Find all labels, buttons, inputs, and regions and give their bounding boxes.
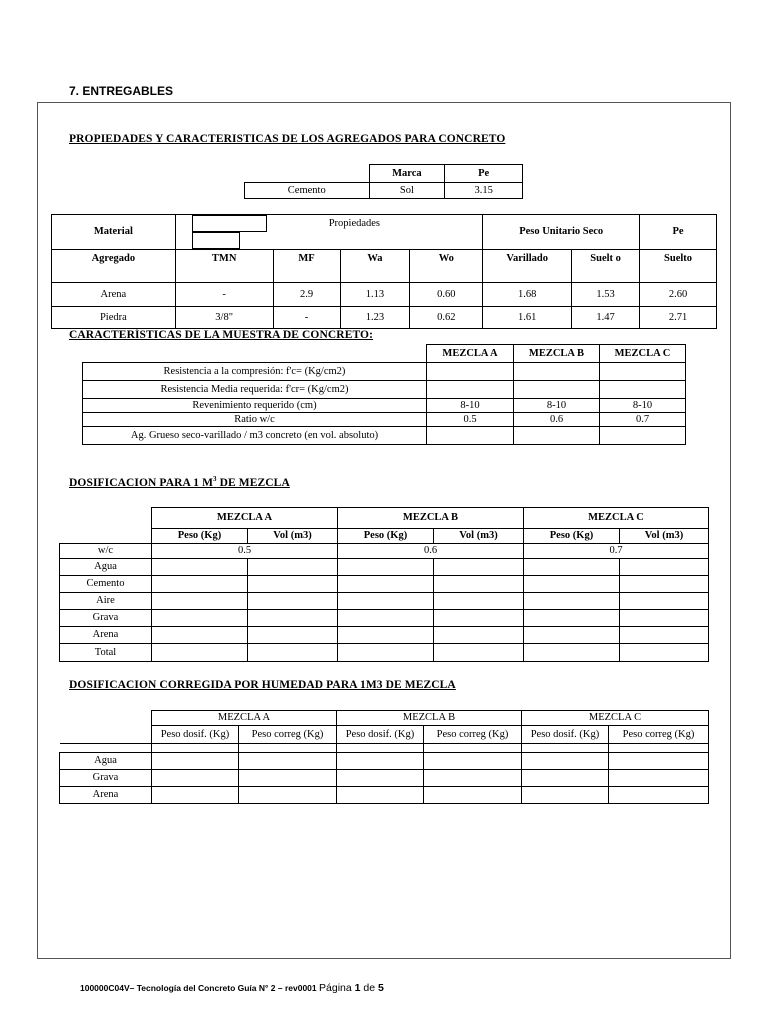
corrected-table	[59, 710, 709, 804]
wc-label: w/c	[60, 544, 152, 559]
mix-a-header: MEZCLA A	[152, 508, 338, 529]
row-label: Ratio w/c	[83, 413, 427, 427]
row-label: Grava	[60, 610, 152, 627]
row-label: Arena	[60, 627, 152, 644]
subheader-varillado: Varillado	[483, 250, 572, 283]
subheader-suelto: Suelt o	[572, 250, 640, 283]
row-label: Cemento	[60, 576, 152, 593]
header-peso-unitario: Peso Unitario Seco	[483, 215, 640, 250]
row-label: Resistencia a la compresión: f'c= (Kg/cm2)	[83, 363, 427, 381]
header-marca: Marca	[369, 165, 445, 183]
dosing-table	[59, 507, 709, 662]
cell	[427, 363, 514, 381]
cell	[514, 363, 600, 381]
sub-header: Peso dosif. (Kg)	[152, 726, 239, 744]
subheader-agregado: Agregado	[52, 250, 176, 283]
cell: 0.5	[427, 413, 514, 427]
dosing-title-post: DE MEZCLA	[216, 476, 290, 489]
sub-header: Peso correg (Kg)	[239, 726, 337, 744]
header-pe: Pe	[445, 165, 523, 183]
current-page: 1	[354, 982, 361, 994]
sub-header: Peso dosif. (Kg)	[522, 726, 609, 744]
section-heading: 7. ENTREGABLES	[69, 84, 174, 98]
cell: 2.60	[640, 283, 717, 307]
cement-brand: Sol	[369, 183, 445, 199]
header-pe-2: Pe	[640, 215, 717, 250]
pagina-label: Página	[319, 982, 352, 994]
sub-header: Peso dosif. (Kg)	[337, 726, 424, 744]
cell	[600, 427, 686, 445]
dosing-title	[69, 475, 290, 489]
cell: 0.6	[514, 413, 600, 427]
sub-header: Peso (Kg)	[524, 529, 620, 544]
mix-b-header: MEZCLA B	[514, 345, 600, 363]
header-propiedades-cell	[175, 215, 483, 250]
cell: 0.60	[410, 283, 483, 307]
mix-a-header: MEZCLA A	[427, 345, 514, 363]
subheader-wo: Wo	[410, 250, 483, 283]
mix-a-header: MEZCLA A	[152, 711, 337, 726]
de-label: de	[363, 982, 376, 994]
header-propiedades: Propiedades	[328, 217, 381, 229]
cell: 1.47	[572, 307, 640, 329]
row-label: Grava	[60, 770, 152, 787]
mix-c-header: MEZCLA C	[522, 711, 709, 726]
sub-header: Vol (m3)	[434, 529, 524, 544]
mix-b-header: MEZCLA B	[338, 508, 524, 529]
cell	[600, 363, 686, 381]
row-label: Arena	[60, 787, 152, 804]
subheader-tmn: TMN	[175, 250, 273, 283]
header-material: Material	[52, 215, 176, 250]
sub-header: Vol (m3)	[248, 529, 338, 544]
dosing-title-pre: DOSIFICACION PARA 1 M	[69, 476, 214, 489]
sub-header: Peso (Kg)	[152, 529, 248, 544]
row-label: Agua	[60, 559, 152, 576]
wc-value: 0.7	[524, 544, 709, 559]
aggregates-title: PROPIEDADES Y CARACTERISTICAS DE LOS AGREGADOS PARA CONCRETO	[69, 133, 506, 145]
mix-c-header: MEZCLA C	[524, 508, 709, 529]
cell: 1.61	[483, 307, 572, 329]
cell: 1.68	[483, 283, 572, 307]
cement-label: Cemento	[245, 183, 370, 199]
cell: Piedra	[52, 307, 176, 329]
wc-value: 0.6	[338, 544, 524, 559]
aggregates-table	[51, 214, 717, 329]
cell: 8-10	[427, 399, 514, 413]
wc-value: 0.5	[152, 544, 338, 559]
cell	[514, 381, 600, 399]
sub-header: Peso (Kg)	[338, 529, 434, 544]
mix-c-header: MEZCLA C	[600, 345, 686, 363]
sub-header: Vol (m3)	[620, 529, 709, 544]
cell: 3/8"	[175, 307, 273, 329]
cell: 2.9	[273, 283, 340, 307]
cell: 1.23	[340, 307, 410, 329]
input-box-left	[192, 215, 267, 232]
cell	[514, 427, 600, 445]
cell: 0.62	[410, 307, 483, 329]
sub-header: Peso correg (Kg)	[424, 726, 522, 744]
row-label: Resistencia Media requerida: f'cr= (Kg/cm2)	[83, 381, 427, 399]
page-footer	[80, 982, 384, 994]
row-label: Ag. Grueso seco-varillado / m3 concreto (en vol. absoluto)	[83, 427, 427, 445]
subheader-wa: Wa	[340, 250, 410, 283]
cement-table	[244, 164, 523, 199]
sample-table	[82, 344, 686, 445]
cell	[427, 427, 514, 445]
input-box-right	[192, 232, 240, 249]
cell: -	[175, 283, 273, 307]
row-label: Total	[60, 644, 152, 662]
row-label: Agua	[60, 753, 152, 770]
footer-code: 100000C04V– Tecnología del Concreto Guía N° 2 – rev0001	[80, 983, 317, 993]
cell	[427, 381, 514, 399]
cell: 8-10	[514, 399, 600, 413]
sub-header: Peso correg (Kg)	[609, 726, 709, 744]
row-label: Aire	[60, 593, 152, 610]
cell: 1.53	[572, 283, 640, 307]
cell: Arena	[52, 283, 176, 307]
row-label: Revenimiento requerido (cm)	[83, 399, 427, 413]
cell	[600, 381, 686, 399]
dosing-title-sup: 3	[213, 475, 217, 483]
cell: 1.13	[340, 283, 410, 307]
cell: -	[273, 307, 340, 329]
subheader-suelto-pe: Suelto	[640, 250, 717, 283]
page-number	[319, 982, 384, 994]
sample-title: CARACTERÍSTICAS DE LA MUESTRA DE CONCRETO:	[69, 329, 374, 341]
total-pages: 5	[378, 982, 384, 994]
subheader-mf: MF	[273, 250, 340, 283]
mix-b-header: MEZCLA B	[337, 711, 522, 726]
cell: 2.71	[640, 307, 717, 329]
cell: 0.7	[600, 413, 686, 427]
corrected-title: DOSIFICACION CORREGIDA POR HUMEDAD PARA 1M3 DE MEZCLA	[69, 679, 456, 691]
cement-pe: 3.15	[445, 183, 523, 199]
cell: 8-10	[600, 399, 686, 413]
